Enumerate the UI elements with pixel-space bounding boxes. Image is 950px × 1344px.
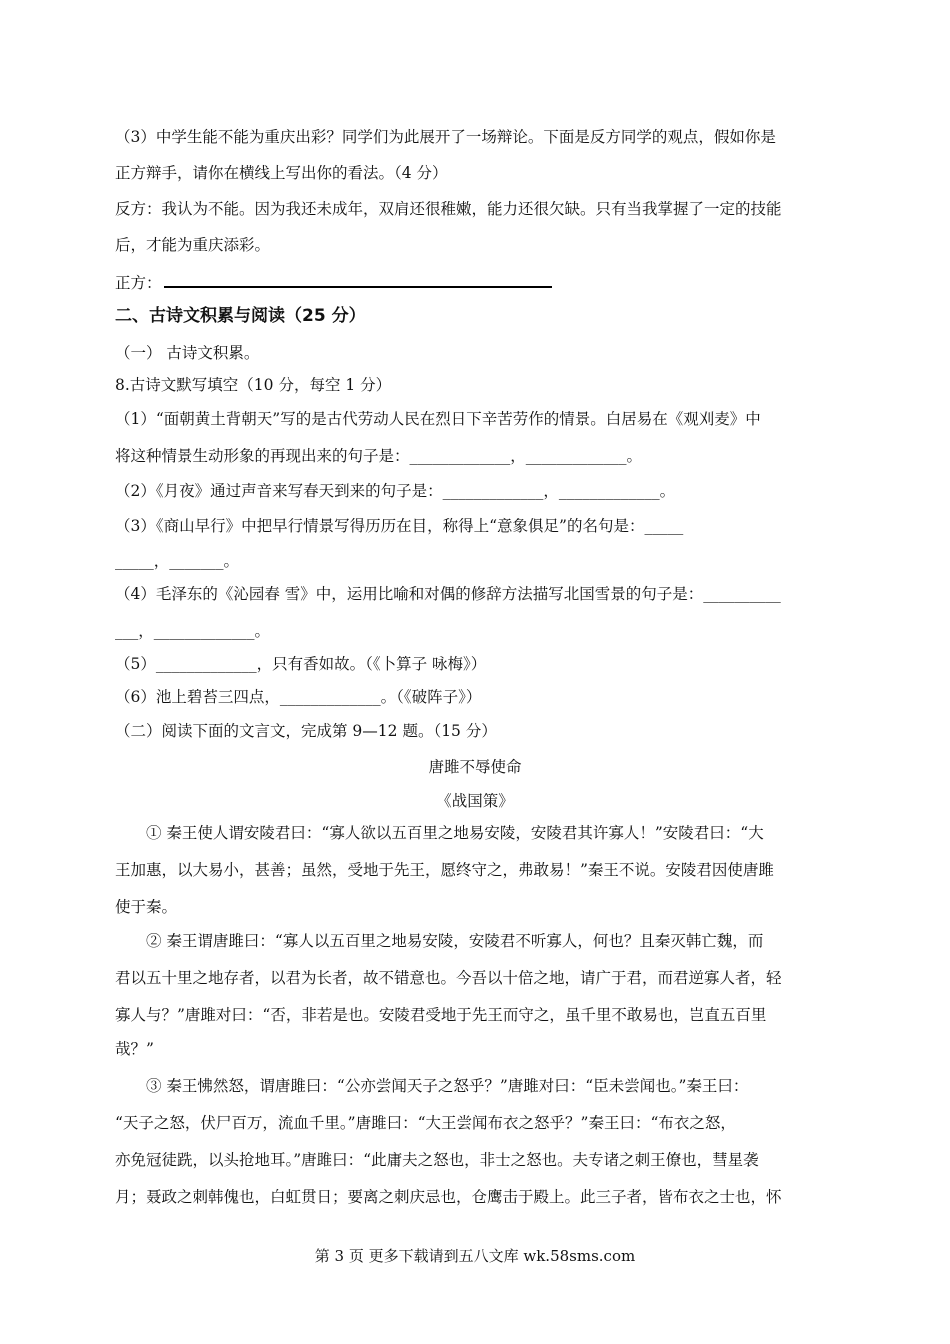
q8-6-line: （6）池上碧苔三四点，_____________。（《破阵子》） [115, 688, 482, 706]
question-8-heading: 8.古诗文默写填空（10 分，每空 1 分） [115, 376, 392, 394]
passage-title: 唐雎不辱使命 [428, 758, 522, 776]
paragraph-1-line-1: ① 秦王使人谓安陵君曰：“寡人欲以五百里之地易安陵，安陵君其许寡人！”安陵君曰：“大 [146, 824, 764, 842]
paragraph-2-line-2: 君以五十里之地存者，以君为长者，故不错意也。今吾以十倍之地，请广于君，而君逆寡人者，轻 [115, 969, 782, 987]
q8-1-line-1: （1）“面朝黄土背朝天”写的是古代劳动人民在烈日下辛苦劳作的情景。白居易在《观刈麦》中 [115, 410, 761, 428]
q8-4-line-1: （4）毛泽东的《沁园春 雪》中，运用比喻和对偶的修辞方法描写北国雪景的句子是：__________ [115, 585, 781, 603]
q3-answer-label: 正方： [115, 274, 162, 292]
paragraph-3-line-3: 亦免冠徒跣，以头抢地耳。”唐雎曰：“此庸夫之怒也，非士之怒也。夫专诸之刺王僚也，彗星袭 [115, 1151, 759, 1169]
q8-5-line: （5）_____________，只有香如故。（《卜算子 咏梅》） [115, 655, 487, 673]
subsection-2-heading: （二）阅读下面的文言文，完成第 9—12 题。（15 分） [115, 722, 497, 740]
paragraph-3-line-1: ③ 秦王怫然怒，谓唐雎曰：“公亦尝闻天子之怒乎？”唐雎对曰：“臣未尝闻也。”秦王曰： [146, 1077, 749, 1095]
q3-text-line-1: （3）中学生能不能为重庆出彩？同学们为此展开了一场辩论。下面是反方同学的观点，假如你是 [115, 128, 776, 146]
paragraph-2-line-4: 哉？” [115, 1040, 154, 1058]
paragraph-2-line-1: ② 秦王谓唐雎曰：“寡人以五百里之地易安陵，安陵君不听寡人，何也？且秦灭韩亡魏，而 [146, 932, 764, 950]
q8-3-line-2: _____，_______。 [115, 552, 240, 570]
paragraph-3-line-2: “天子之怒，伏尸百万，流血千里。”唐雎曰：“大王尝闻布衣之怒乎？”秦王曰：“布衣之怒， [115, 1114, 736, 1132]
section-2-heading: 二、古诗文积累与阅读（25 分） [115, 306, 366, 326]
q8-1-line-2: 将这种情景生动形象的再现出来的句子是：_____________，_____________。 [115, 447, 643, 465]
q3-answer-line [115, 270, 840, 294]
paragraph-1-line-2: 王加惠，以大易小，甚善；虽然，受地于先王，愿终守之，弗敢易！”秦王不说。安陵君因使唐雎 [115, 861, 774, 879]
q3-opposing-view-line-2: 后，才能为重庆添彩。 [115, 236, 271, 254]
q3-opposing-view-line-1: 反方：我认为不能。因为我还未成年，双肩还很稚嫩，能力还很欠缺。只有当我掌握了一定的技能 [115, 200, 782, 218]
passage-source: 《战国策》 [436, 792, 514, 810]
paragraph-3-line-4: 月；聂政之刺韩傀也，白虹贯日；要离之刺庆忌也，仓鹰击于殿上。此三子者，皆布衣之士也，怀 [115, 1188, 782, 1206]
q3-answer-blank[interactable] [164, 270, 552, 288]
paragraph-1-line-3: 使于秦。 [115, 898, 178, 916]
subsection-1-heading: （一） 古诗文积累。 [115, 344, 260, 362]
paragraph-2-line-3: 寡人与？”唐雎对曰：“否，非若是也。安陵君受地于先王而守之，虽千里不敢易也，岂直五百里 [115, 1006, 767, 1024]
q8-4-line-2: ___，_____________。 [115, 622, 271, 640]
q8-2-line: （2）《月夜》通过声音来写春天到来的句子是：_____________，_____________。 [115, 482, 676, 500]
q3-text-line-2: 正方辩手，请你在横线上写出你的看法。（4 分） [115, 164, 448, 182]
q8-3-line-1: （3）《商山早行》中把早行情景写得历历在目，称得上“意象俱足”的名句是：_____ [115, 517, 684, 535]
page-footer: 第 3 页 更多下载请到五八文库 wk.58sms.com [314, 1247, 636, 1265]
